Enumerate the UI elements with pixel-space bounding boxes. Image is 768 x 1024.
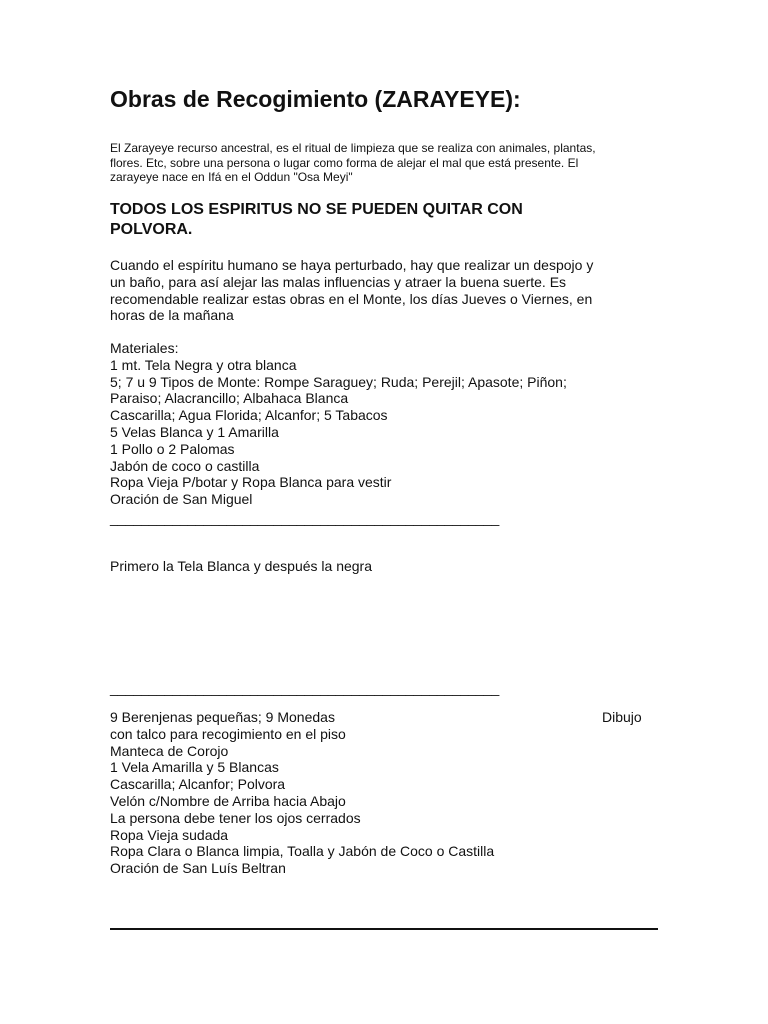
list-item: Velón c/Nombre de Arriba hacia Abajo xyxy=(110,792,346,809)
section-heading xyxy=(110,200,610,240)
document-title: Obras de Recogimiento (ZARAYEYE): xyxy=(110,86,521,112)
dibujo-label: Dibujo xyxy=(602,709,642,725)
description-line: un baño, para así alejar las malas influencias y atraer la buena suerte. Es xyxy=(110,273,567,290)
description-line: Cuando el espíritu humano se haya perturbado, hay que realizar un despojo y xyxy=(110,257,594,273)
list-item: 9 Berenjenas pequeñas; 9 Monedas xyxy=(110,709,335,725)
underscore-separator: __________________________________________________ xyxy=(110,680,500,696)
section-heading-line: TODOS LOS ESPIRITUS NO SE PUEDEN QUITAR CON xyxy=(110,201,523,218)
instruction-text: Primero la Tela Blanca y después la negra xyxy=(110,558,373,574)
list-item: La persona debe tener los ojos cerrados xyxy=(110,809,361,826)
material-item: 5; 7 u 9 Tipos de Monte: Rompe Saraguey; Ruda; Perejil; Apasote; Piñon; xyxy=(110,373,567,390)
intro-line: zarayeye nace en Ifá en el Oddun "Osa Meyi" xyxy=(110,170,353,184)
material-item: 1 mt. Tela Negra y otra blanca xyxy=(110,356,297,373)
materials-list xyxy=(110,340,655,508)
materials-heading: Materiales: xyxy=(110,340,179,356)
material-item: Paraiso; Alacrancillo; Albahaca Blanca xyxy=(110,390,349,407)
bottom-divider xyxy=(110,928,658,930)
intro-paragraph xyxy=(110,141,640,185)
material-item: 1 Pollo o 2 Palomas xyxy=(110,440,235,457)
material-item: Cascarilla; Agua Florida; Alcanfor; 5 Tabacos xyxy=(110,407,388,424)
intro-line: flores. Etc, sobre una persona o lugar como forma de alejar el mal que está presente. El xyxy=(110,155,579,170)
list-item: Oración de San Luís Beltran xyxy=(110,860,286,877)
description-paragraph xyxy=(110,257,655,324)
section-heading-line: POLVORA. xyxy=(110,221,193,238)
intro-line: El Zarayeye recurso ancestral, es el ritual de limpieza que se realiza con animales, plantas, xyxy=(110,141,596,155)
second-materials-list xyxy=(110,709,655,877)
description-line: horas de la mañana xyxy=(110,307,234,324)
list-item: Cascarilla; Alcanfor; Polvora xyxy=(110,776,286,793)
description-line: recomendable realizar estas obras en el Monte, los días Jueves o Viernes, en xyxy=(110,290,593,307)
material-item: Jabón de coco o castilla xyxy=(110,457,260,474)
material-item: 5 Velas Blanca y 1 Amarilla xyxy=(110,423,279,440)
material-item: Oración de San Miguel xyxy=(110,491,253,508)
list-item: Manteca de Corojo xyxy=(110,742,229,759)
list-item: 1 Vela Amarilla y 5 Blancas xyxy=(110,759,279,776)
list-item: con talco para recogimiento en el piso xyxy=(110,725,346,742)
list-item: Ropa Clara o Blanca limpia, Toalla y Jabón de Coco o Castilla xyxy=(110,843,495,860)
underscore-separator: __________________________________________________ xyxy=(110,510,500,526)
material-item: Ropa Vieja P/botar y Ropa Blanca para vestir xyxy=(110,474,392,491)
list-item: Ropa Vieja sudada xyxy=(110,826,229,843)
